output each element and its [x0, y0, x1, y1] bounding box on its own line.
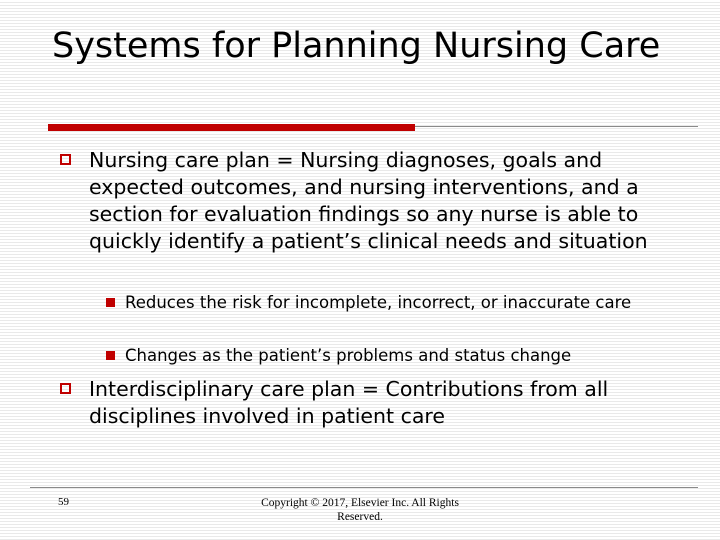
sub-bullet-text: Reduces the risk for incomplete, incorrect, or inaccurate care [125, 293, 632, 312]
filled-square-bullet-icon [106, 351, 115, 360]
footer-divider [30, 487, 698, 488]
slide-title: Systems for Planning Nursing Care [52, 26, 661, 66]
hollow-square-bullet-icon [60, 154, 71, 165]
bullet-text: Nursing care plan = Nursing diagnoses, goals and expected outcomes, and nursing interventions, and a section for evaluation findings so any nurse is able to quickly identify a patient’s clinical needs and situation [89, 148, 648, 253]
sub-bullet-reduces-risk [106, 293, 676, 313]
bullet-nursing-care-plan [60, 147, 675, 255]
title-accent-bar [48, 124, 415, 131]
copyright-notice: Copyright © 2017, Elsevier Inc. All Rights Reserved. [261, 497, 459, 523]
hollow-square-bullet-icon [60, 383, 71, 394]
filled-square-bullet-icon [106, 298, 115, 307]
sub-bullet-changes [106, 346, 676, 366]
slide-number: 59 [58, 496, 69, 508]
bullet-text: Interdisciplinary care plan = Contributions from all disciplines involved in patient care [89, 377, 609, 428]
sub-bullet-text: Changes as the patient’s problems and status change [125, 346, 572, 365]
bullet-interdisciplinary-care-plan [60, 376, 675, 430]
